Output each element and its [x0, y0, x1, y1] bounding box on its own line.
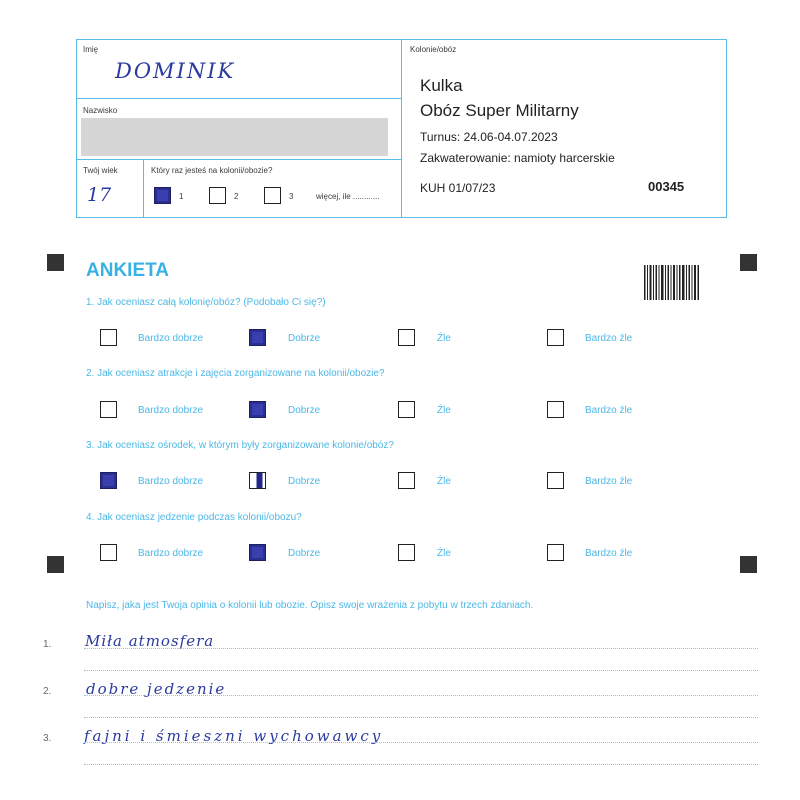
q4-option-4-checkbox[interactable] — [547, 544, 564, 561]
registration-mark-bottom-left — [47, 556, 64, 573]
times-option-1-label: 1 — [179, 192, 184, 201]
answer-1-line — [84, 648, 758, 649]
q3-option-1-checkbox[interactable] — [100, 472, 117, 489]
q1-option-4-checkbox[interactable] — [547, 329, 564, 346]
q1-option-2-checkbox[interactable] — [249, 329, 266, 346]
q2-option-2-checkbox[interactable] — [249, 401, 266, 418]
q2-option-2-label: Dobrze — [288, 405, 321, 416]
q1-option-1-label: Bardzo dobrze — [138, 333, 204, 344]
opinion-prompt: Napisz, jaka jest Twoja opinia o kolonii lub obozie. Opisz swoje wrażenia z pobytu w trzech zdaniach. — [86, 600, 534, 611]
q3-option-1-label: Bardzo dobrze — [138, 476, 204, 487]
camp-title: Obóz Super Militarny — [420, 101, 579, 120]
barcode — [644, 265, 700, 300]
question-1-text: 1. Jak oceniasz całą kolonię/obóz? (Podobało Ci się?) — [86, 297, 326, 308]
name-value: DOMINIK — [115, 59, 236, 83]
times-option-3-checkbox[interactable] — [264, 187, 281, 204]
q1-option-3-label: Źle — [437, 333, 451, 344]
times-option-2-label: 2 — [234, 192, 239, 201]
answer-1-line-extra — [84, 670, 758, 671]
camp-label: Kolonie/obóz — [410, 45, 457, 54]
q4-option-2-checkbox[interactable] — [249, 544, 266, 561]
q2-option-3-label: Źle — [437, 405, 451, 416]
q2-option-1-checkbox[interactable] — [100, 401, 117, 418]
header-divider-name — [76, 98, 402, 99]
header-divider-age — [143, 159, 144, 218]
answer-3-text[interactable]: fajni i śmieszni wychowawcy — [84, 727, 384, 745]
q2-option-3-checkbox[interactable] — [398, 401, 415, 418]
registration-mark-bottom-right — [740, 556, 757, 573]
answer-2-text[interactable]: dobre jedzenie — [86, 680, 227, 698]
q1-option-1-checkbox[interactable] — [100, 329, 117, 346]
answer-1-number: 1. — [43, 639, 52, 650]
q3-option-4-label: Bardzo źle — [585, 476, 633, 487]
times-option-2-checkbox[interactable] — [209, 187, 226, 204]
answer-2-number: 2. — [43, 686, 52, 697]
q3-option-4-checkbox[interactable] — [547, 472, 564, 489]
question-4-text: 4. Jak oceniasz jedzenie podczas kolonii/obozu? — [86, 512, 302, 523]
camp-turnus: Turnus: 24.06-04.07.2023 — [420, 130, 558, 144]
q1-option-4-label: Bardzo źle — [585, 333, 633, 344]
q4-option-3-checkbox[interactable] — [398, 544, 415, 561]
times-option-more-label: więcej, ile ............ — [316, 192, 380, 201]
q1-option-3-checkbox[interactable] — [398, 329, 415, 346]
form-number: 00345 — [648, 179, 685, 194]
registration-mark-top-right — [740, 254, 757, 271]
header-divider-vertical — [401, 39, 402, 218]
camp-name: Kulka — [420, 76, 463, 95]
q3-option-2-label: Dobrze — [288, 476, 321, 487]
camp-code: KUH 01/07/23 — [420, 181, 496, 195]
q3-option-2-checkbox[interactable] — [249, 472, 266, 489]
q1-option-2-label: Dobrze — [288, 333, 321, 344]
question-3-text: 3. Jak oceniasz ośrodek, w którym były zorganizowane kolonie/obóz? — [86, 440, 394, 451]
q4-option-4-label: Bardzo źle — [585, 548, 633, 559]
q3-option-3-label: Źle — [437, 476, 451, 487]
times-label: Który raz jesteś na kolonii/obozie? — [151, 166, 273, 175]
q4-option-3-label: Źle — [437, 548, 451, 559]
surname-redacted — [81, 118, 388, 156]
answer-3-number: 3. — [43, 733, 52, 744]
q2-option-4-checkbox[interactable] — [547, 401, 564, 418]
times-option-3-label: 3 — [289, 192, 294, 201]
answer-2-line — [84, 695, 758, 696]
q2-option-1-label: Bardzo dobrze — [138, 405, 204, 416]
surname-label: Nazwisko — [83, 106, 118, 115]
q4-option-2-label: Dobrze — [288, 548, 321, 559]
answer-1-text[interactable]: Miła atmosfera — [85, 632, 215, 650]
times-option-1-checkbox[interactable] — [154, 187, 171, 204]
camp-accommodation: Zakwaterowanie: namioty harcerskie — [420, 151, 615, 165]
answer-3-line-extra — [84, 764, 758, 765]
answer-3-line — [84, 742, 758, 743]
name-label: Imię — [83, 45, 99, 54]
age-value: 17 — [87, 184, 112, 206]
survey-title: ANKIETA — [86, 260, 170, 281]
q4-option-1-checkbox[interactable] — [100, 544, 117, 561]
q2-option-4-label: Bardzo źle — [585, 405, 633, 416]
q4-option-1-label: Bardzo dobrze — [138, 548, 204, 559]
header-divider-surname — [76, 159, 402, 160]
age-label: Twój wiek — [83, 166, 118, 175]
q3-option-3-checkbox[interactable] — [398, 472, 415, 489]
registration-mark-top-left — [47, 254, 64, 271]
question-2-text: 2. Jak oceniasz atrakcje i zajęcia zorganizowane na kolonii/obozie? — [86, 368, 385, 379]
answer-2-line-extra — [84, 717, 758, 718]
